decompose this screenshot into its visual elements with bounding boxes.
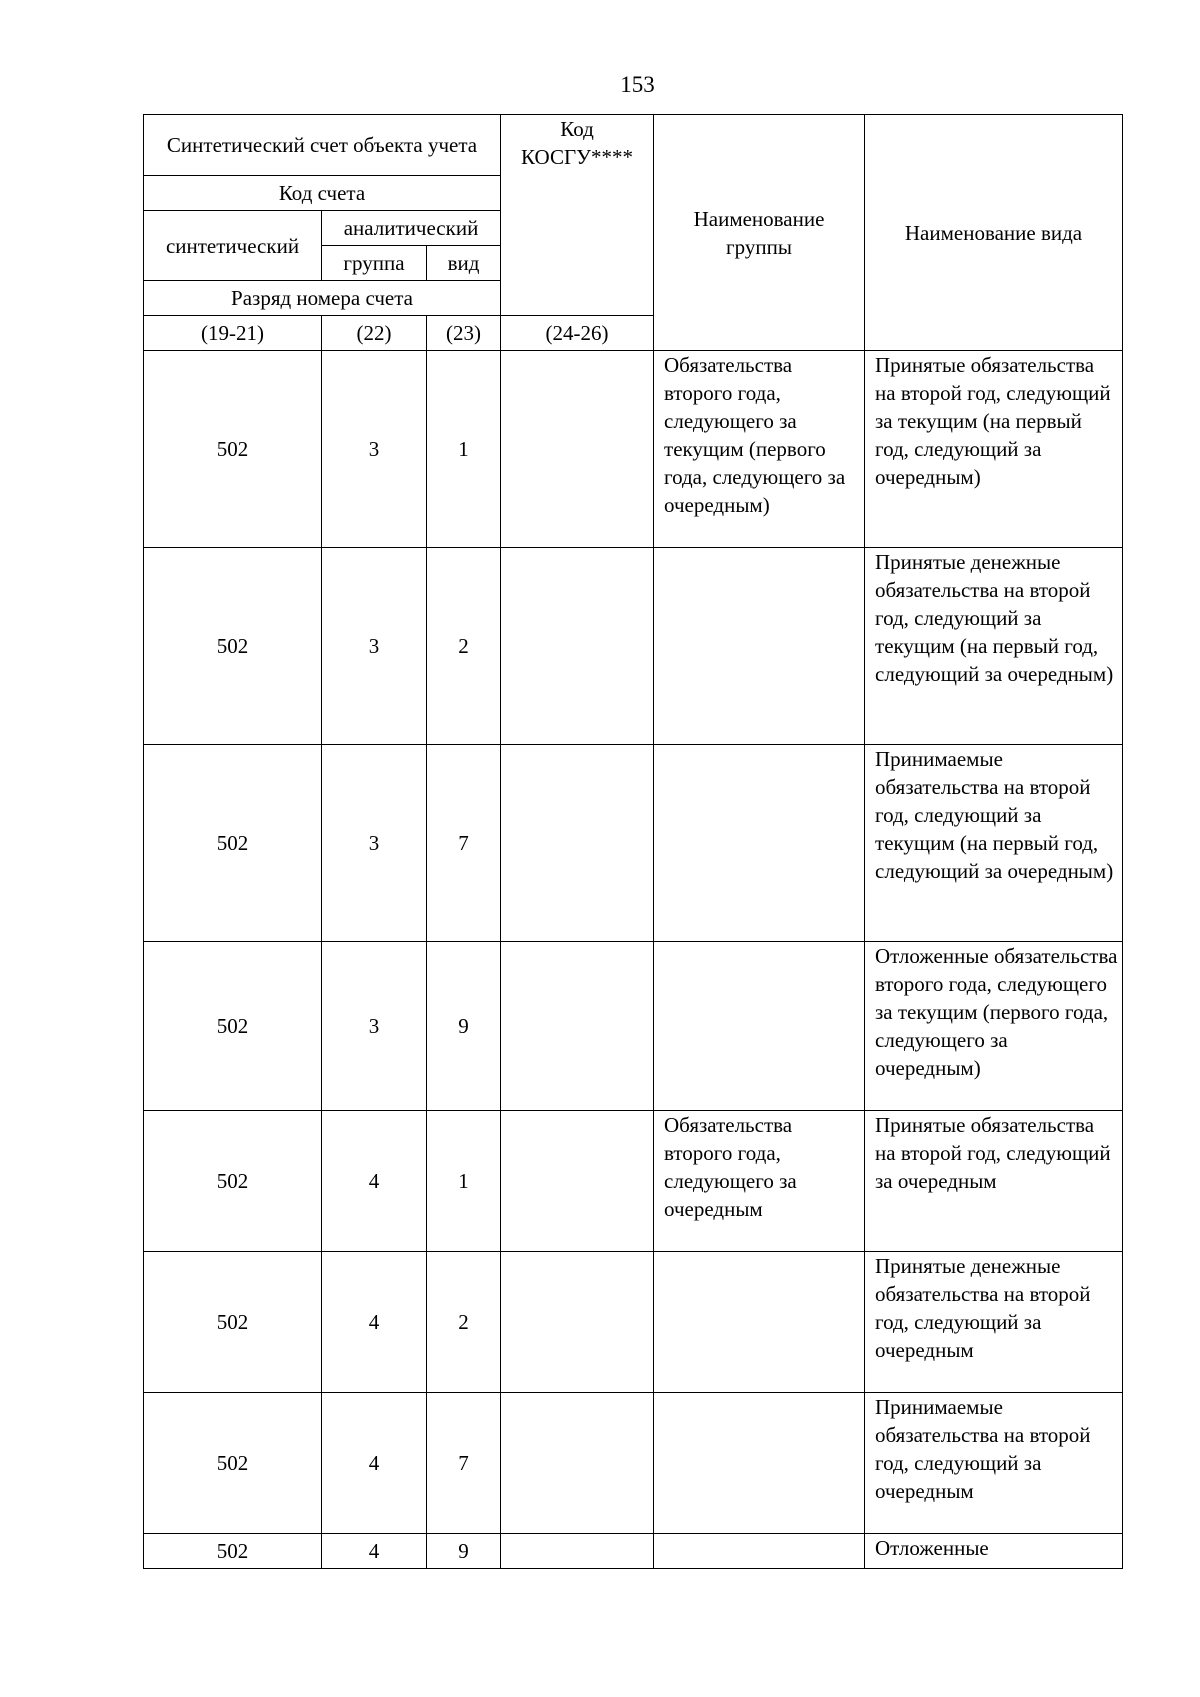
table-row [144,548,1123,745]
cell-group-name [654,548,865,745]
cell-group: 4 [322,1252,427,1393]
cell-synthetic: 502 [144,942,322,1111]
cell-type-name: Принятые денежные обязательства на второй год, следующий за очередным [865,1252,1123,1393]
cell-kosgu [501,1252,654,1393]
cell-group: 3 [322,351,427,548]
accounts-table [143,114,1123,1569]
cell-synthetic: 502 [144,1252,322,1393]
table-row [144,1111,1123,1252]
header-kosgu: Код КОСГУ**** [501,115,654,316]
table-row [144,745,1123,942]
cell-synthetic: 502 [144,1393,322,1534]
cell-type-name: Принятые обязательства на второй год, следующий за очередным [865,1111,1123,1252]
table-row [144,1252,1123,1393]
cell-synthetic: 502 [144,745,322,942]
cell-group-name: Обязательства второго года, следующего за очередным [654,1111,865,1252]
cell-synthetic: 502 [144,1111,322,1252]
cell-type: 9 [427,942,501,1111]
cell-group-name [654,1534,865,1569]
table-row [144,1393,1123,1534]
col-number-22: (22) [322,316,427,351]
cell-synthetic: 502 [144,1534,322,1569]
col-number-23: (23) [427,316,501,351]
cell-group: 4 [322,1393,427,1534]
cell-kosgu [501,1534,654,1569]
cell-synthetic: 502 [144,548,322,745]
cell-group: 3 [322,942,427,1111]
cell-group: 4 [322,1111,427,1252]
cell-kosgu [501,1393,654,1534]
cell-group-name [654,1252,865,1393]
cell-type-name: Принятые денежные обязательства на второй год, следующий за текущим (на первый год, следующий за очередным) [865,548,1123,745]
cell-group: 3 [322,548,427,745]
col-number-19-21: (19-21) [144,316,322,351]
cell-group: 3 [322,745,427,942]
cell-kosgu [501,351,654,548]
table-row [144,1534,1123,1569]
cell-type-name: Принимаемые обязательства на второй год, следующий за очередным [865,1393,1123,1534]
cell-group-name [654,942,865,1111]
header-account-code: Код счета [144,176,501,211]
page-number: 153 [620,72,655,97]
header-group-name: Наименование группы [654,115,865,351]
table-row [144,942,1123,1111]
cell-type: 1 [427,351,501,548]
cell-group-name [654,1393,865,1534]
cell-kosgu [501,548,654,745]
cell-kosgu [501,745,654,942]
header-synthetic-account-object: Синтетический счет объекта учета [144,115,501,176]
cell-kosgu [501,1111,654,1252]
cell-group-name [654,745,865,942]
header-group: группа [322,246,427,281]
header-synthetic: синтетический [144,211,322,281]
cell-type-name: Принятые обязательства на второй год, следующий за текущим (на первый год, следующий за очередным) [865,351,1123,548]
cell-type: 7 [427,745,501,942]
cell-type: 2 [427,548,501,745]
cell-type-name: Отложенные [865,1534,1123,1569]
col-number-24-26: (24-26) [501,316,654,351]
table-row [144,351,1123,548]
cell-kosgu [501,942,654,1111]
cell-type: 9 [427,1534,501,1569]
cell-type: 2 [427,1252,501,1393]
header-analytic: аналитический [322,211,501,246]
cell-group-name: Обязательства второго года, следующего за текущим (первого года, следующего за очередным) [654,351,865,548]
cell-type: 7 [427,1393,501,1534]
cell-synthetic: 502 [144,351,322,548]
header-type-name: Наименование вида [865,115,1123,351]
header-type: вид [427,246,501,281]
cell-group: 4 [322,1534,427,1569]
cell-type: 1 [427,1111,501,1252]
header-account-digit: Разряд номера счета [144,281,501,316]
cell-type-name: Принимаемые обязательства на второй год, следующий за текущим (на первый год, следующий за очередным) [865,745,1123,942]
cell-type-name: Отложенные обязательства второго года, следующего за текущим (первого года, следующего за очередным) [865,942,1123,1111]
